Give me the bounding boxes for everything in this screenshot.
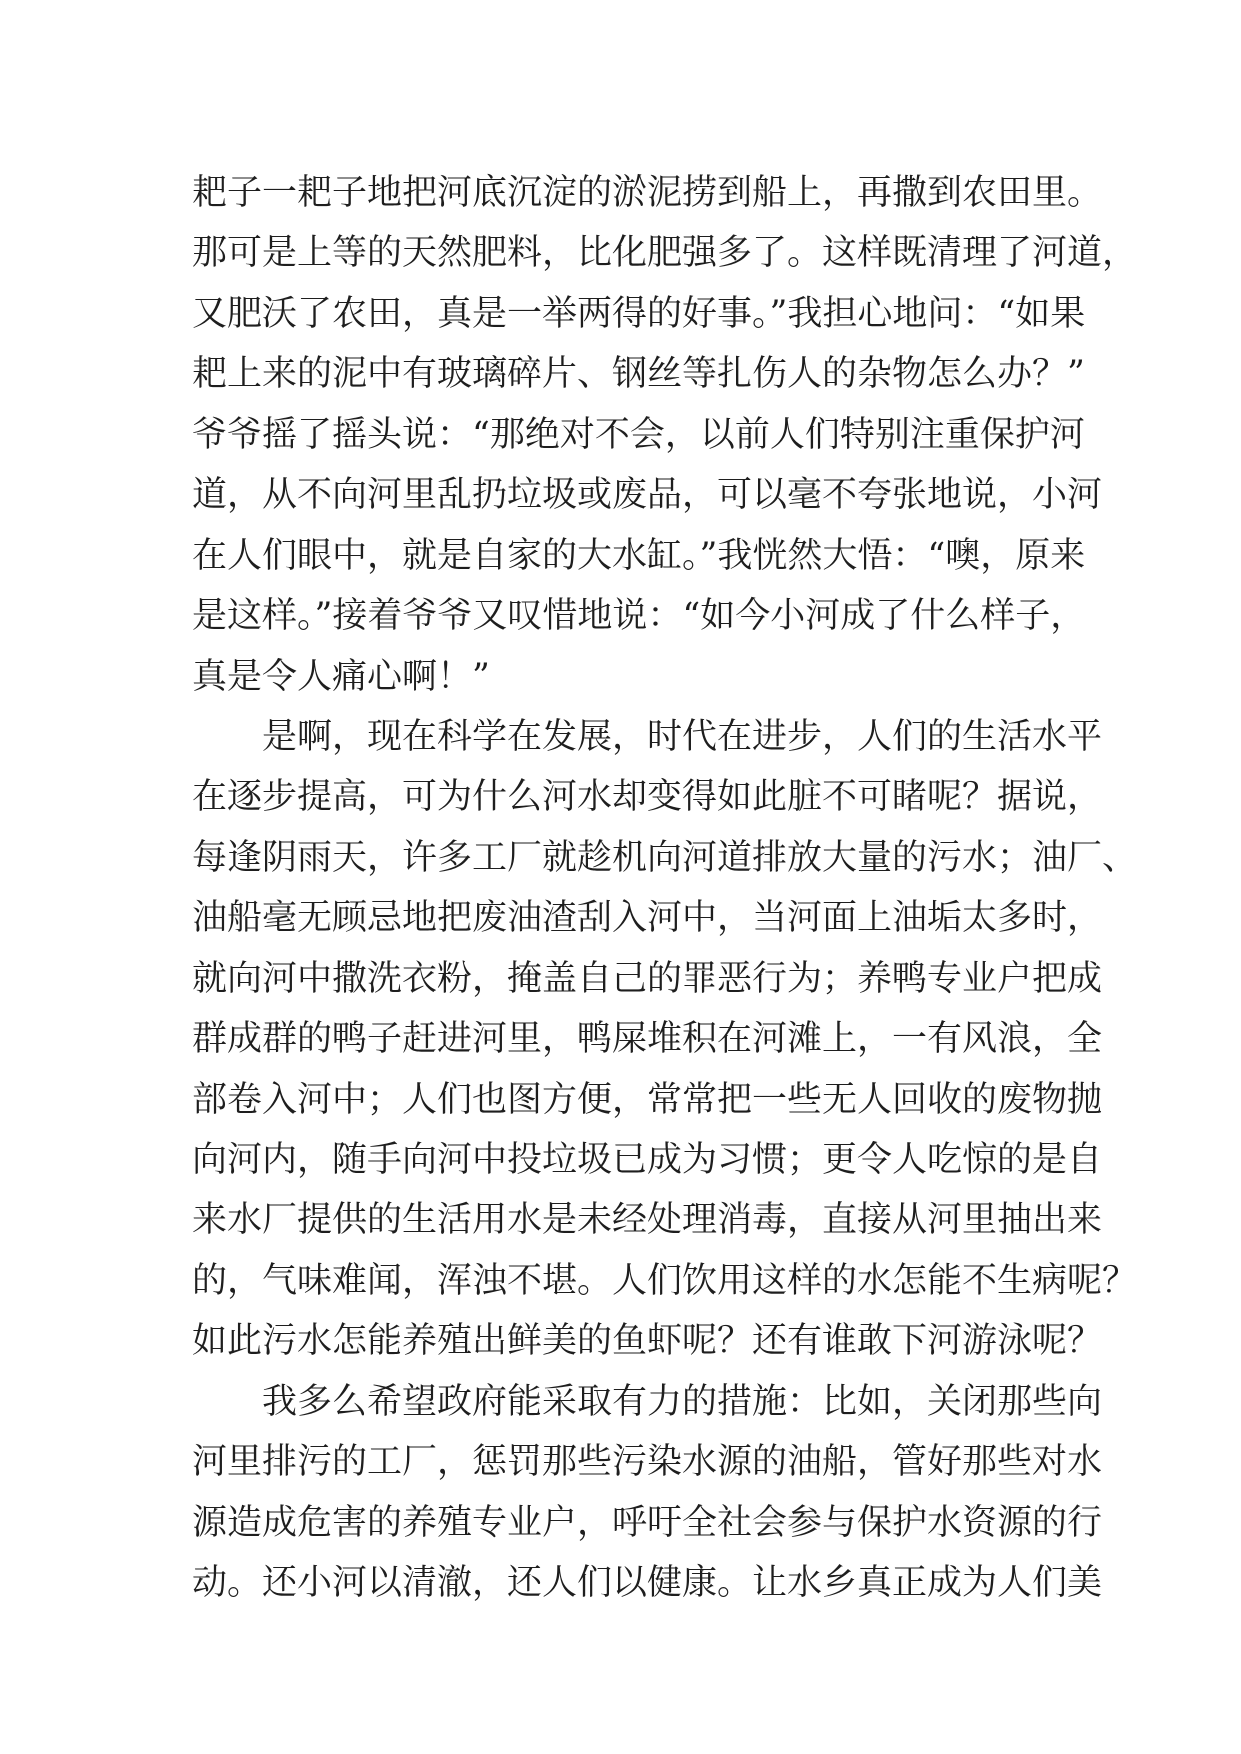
text-line: 道，从不向河里乱扔垃圾或废品，可以毫不夸张地说，小河	[192, 475, 1103, 516]
text-line: 向河内，随手向河中投垃圾已成为习惯；更令人吃惊的是自	[192, 1140, 1103, 1180]
paragraph-first-line: 我多么希望政府能采取有力的措施：比如，关闭那些向	[262, 1381, 1103, 1422]
text-line: 动。还小河以清澈，还人们以健康。让水乡真正成为人们美	[192, 1563, 1103, 1604]
text-line: 在人们眼中，就是自家的大水缸。”我恍然大悟：“噢，原来	[192, 535, 1086, 576]
text-line: 是这样。”接着爷爷又叹惜地说：“如今小河成了什么样子，	[192, 596, 1086, 637]
text-line: 耙子一耙子地把河底沉淀的淤泥捞到船上，再撒到农田里。	[192, 173, 1103, 213]
text-line: 部卷入河中；人们也图方便，常常把一些无人回收的废物抛	[192, 1079, 1103, 1120]
document-body	[192, 163, 1138, 1614]
text-line: 每逢阴雨天，许多工厂就趁机向河道排放大量的污水；油厂、	[192, 837, 1138, 878]
text-line: 在逐步提高，可为什么河水却变得如此脏不可睹呢？据说，	[192, 777, 1103, 818]
text-line: 源造成危害的养殖专业户，呼吁全社会参与保护水资源的行	[192, 1502, 1103, 1543]
paragraph-first-line: 是啊，现在科学在发展，时代在进步，人们的生活水平	[262, 716, 1103, 757]
text-line: 油船毫无顾忌地把废油渣刮入河中，当河面上油垢太多时，	[192, 898, 1103, 939]
text-line: 又肥沃了农田，真是一举两得的好事。”我担心地问：“如果	[192, 293, 1086, 334]
text-line: 就向河中撒洗衣粉，掩盖自己的罪恶行为；养鸭专业户把成	[192, 958, 1103, 999]
text-line: 的，气味难闻，浑浊不堪。人们饮用这样的水怎能不生病呢？	[192, 1260, 1138, 1301]
text-line: 群成群的鸭子赶进河里，鸭屎堆积在河滩上，一有风浪，全	[192, 1019, 1103, 1060]
text-line: 来水厂提供的生活用水是未经处理消毒，直接从河里抽出来	[192, 1200, 1103, 1241]
text-line: 河里排污的工厂，惩罚那些污染水源的油船，管好那些对水	[192, 1442, 1103, 1483]
text-line: 耙上来的泥中有玻璃碎片、钢丝等扎伤人的杂物怎么办？”	[192, 354, 1085, 395]
text-line: 爷爷摇了摇头说：“那绝对不会，以前人们特别注重保护河	[192, 414, 1085, 455]
text-line: 真是令人痛心啊！”	[192, 656, 490, 697]
text-line: 那可是上等的天然肥料，比化肥强多了。这样既清理了河道，	[192, 233, 1138, 274]
text-line: 如此污水怎能养殖出鲜美的鱼虾呢？还有谁敢下河游泳呢？	[192, 1321, 1103, 1362]
